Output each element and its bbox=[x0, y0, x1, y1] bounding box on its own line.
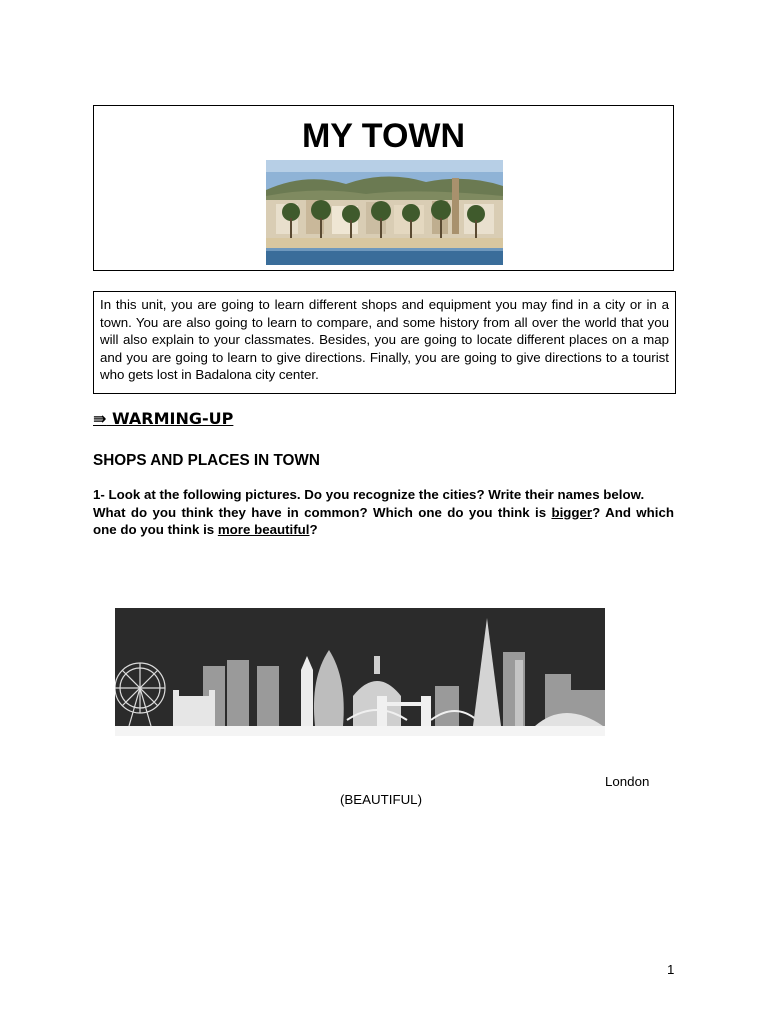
town-beach-photo bbox=[266, 160, 503, 265]
word-more-beautiful: more beautiful bbox=[217, 522, 310, 537]
city-caption: London bbox=[605, 774, 650, 789]
warming-up-label: WARMING-UP bbox=[111, 409, 234, 428]
section-title: SHOPS AND PLACES IN TOWN bbox=[93, 452, 320, 469]
intro-text: In this unit, you are going to learn different shops and equipment you may find in a city or in a town. You are also going to learn to compare, and some history from all over the world that you will also explain to your classmates. Besides, you are going to locate different places on a map and you are going to learn to give directions. Finally, you are going to give directions to a tourist who gets lost in Badalona city center. bbox=[100, 297, 669, 383]
word-bigger: bigger bbox=[551, 504, 593, 520]
title-box bbox=[93, 105, 674, 271]
page-title: MY TOWN bbox=[301, 117, 466, 155]
question-line-1: 1- Look at the following pictures. Do you recognize the cities? Write their names below. bbox=[93, 487, 645, 502]
london-skyline-image bbox=[115, 608, 605, 736]
warming-up-heading bbox=[93, 409, 233, 428]
question-text-a: What do you think they have in common? Which one do you think is bbox=[93, 504, 552, 520]
arrow-icon: ⇛ bbox=[93, 409, 107, 428]
question-1 bbox=[93, 486, 674, 539]
page-number: 1 bbox=[667, 962, 675, 977]
question-text-b: ? And which one do you think is bbox=[93, 504, 674, 537]
city-note: (BEAUTIFUL) bbox=[340, 792, 423, 807]
question-line-2 bbox=[93, 504, 674, 539]
question-text-c: ? bbox=[309, 522, 318, 537]
intro-text-box bbox=[93, 291, 676, 394]
